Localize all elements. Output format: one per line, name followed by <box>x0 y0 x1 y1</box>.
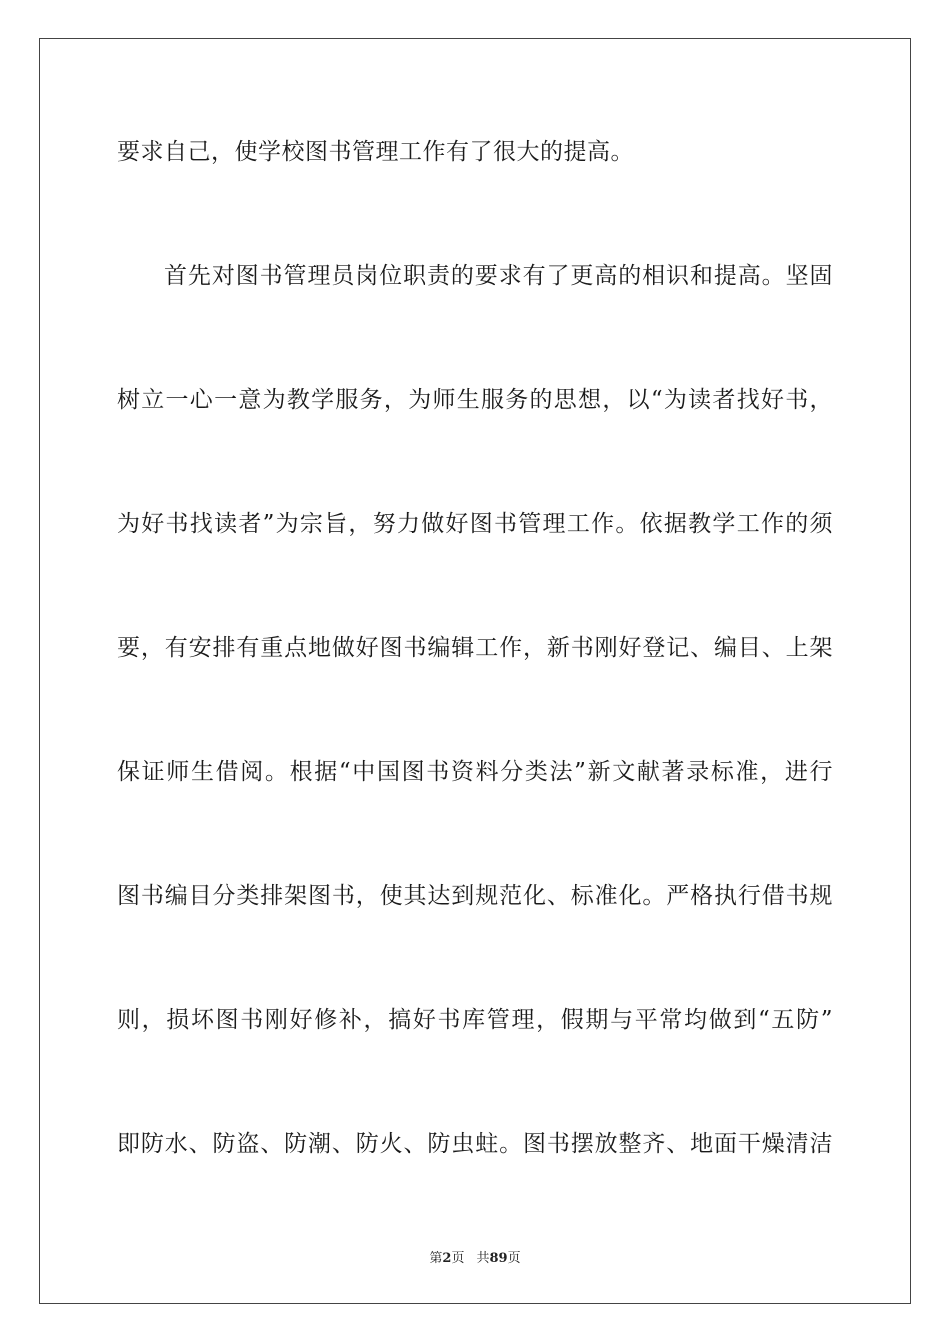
page-number: 2 <box>442 1251 452 1266</box>
paragraph-line: 则，损坏图书刚好修补，搞好书库管理，假期与平常均做到“五防” <box>117 1007 833 1033</box>
total-pages: 89 <box>489 1251 508 1266</box>
paragraph-line: 保证师生借阅。根据“中国图书资料分类法”新文献著录标准，进行 <box>117 759 833 785</box>
paragraph-line: 要求自己，使学校图书管理工作有了很大的提高。 <box>117 139 634 165</box>
paragraph-line: 要，有安排有重点地做好图书编辑工作，新书刚好登记、编目、上架 <box>117 635 833 661</box>
paragraph-line: 首先对图书管理员岗位职责的要求有了更高的相识和提高。坚固 <box>164 263 833 289</box>
paragraph-line: 树立一心一意为教学服务，为师生服务的思想，以“为读者找好书， <box>117 387 833 413</box>
total-prefix: 共 <box>476 1251 490 1266</box>
page-footer <box>0 1247 950 1266</box>
page-suffix: 页 <box>451 1251 465 1266</box>
page-prefix: 第 <box>429 1251 443 1266</box>
page-border <box>39 38 911 1304</box>
paragraph-line: 为好书找读者”为宗旨，努力做好图书管理工作。依据教学工作的须 <box>117 511 833 537</box>
total-suffix: 页 <box>507 1251 521 1266</box>
paragraph-line: 即防水、防盗、防潮、防火、防虫蛀。图书摆放整齐、地面干燥清洁 <box>117 1131 833 1157</box>
paragraph-line: 图书编目分类排架图书，使其达到规范化、标准化。严格执行借书规 <box>117 883 833 909</box>
